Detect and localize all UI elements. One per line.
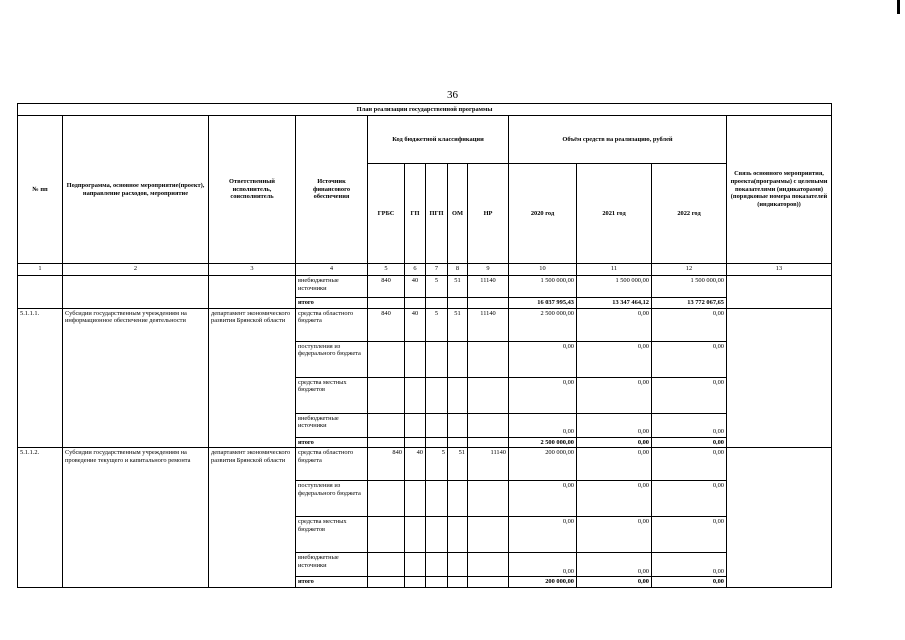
pgp-cell: 5 [426,308,448,341]
total-label: итого [296,437,368,448]
header-funds: Объём средств на реализацию, рублей [509,116,727,164]
num-cell: 5.1.1.2. [18,448,63,588]
page-number: 36 [447,89,458,101]
source-cell: внебюджетные источники [296,276,368,298]
value-2022: 0,00 [652,481,727,517]
empty-cell [405,553,426,577]
link-cell [727,448,832,588]
header-np: НР [468,164,509,264]
empty-cell [426,298,448,309]
empty-cell [468,481,509,517]
header-gp: ГП [405,164,426,264]
name-cell [63,276,209,309]
empty-cell [405,437,426,448]
column-number: 6 [405,264,426,276]
header-num: № пп [18,116,63,264]
value-2021: 0,00 [577,553,652,577]
value-2020: 0,00 [509,413,577,437]
total-2020: 16 037 995,43 [509,298,577,309]
column-number: 13 [727,264,832,276]
header-pgp: ПГП [426,164,448,264]
header-budget-code: Код бюджетной классификации [368,116,509,164]
value-2022: 0,00 [652,413,727,437]
value-2020: 0,00 [509,553,577,577]
value-2020: 0,00 [509,517,577,553]
value-2020: 200 000,00 [509,448,577,481]
table-title: План реализации государственной программы [18,104,832,116]
column-number-row [18,264,832,276]
empty-cell [426,481,448,517]
empty-cell [368,341,405,377]
empty-cell [405,517,426,553]
value-2020: 0,00 [509,377,577,413]
value-2021: 0,00 [577,448,652,481]
table-row [18,276,832,298]
empty-cell [368,298,405,309]
empty-cell [426,553,448,577]
column-number: 8 [448,264,468,276]
empty-cell [405,481,426,517]
empty-cell [405,298,426,309]
empty-cell [468,298,509,309]
value-2021: 0,00 [577,341,652,377]
value-2021: 0,00 [577,413,652,437]
empty-cell [368,413,405,437]
header-executor: Ответственный исполнитель, соисполнитель [209,116,296,264]
empty-cell [405,377,426,413]
link-cell [727,276,832,309]
empty-cell [426,341,448,377]
empty-cell [448,553,468,577]
value-2020: 0,00 [509,341,577,377]
total-2021: 13 347 464,12 [577,298,652,309]
column-number: 10 [509,264,577,276]
scan-corner-mark [897,0,900,14]
header-om: ОМ [448,164,468,264]
empty-cell [448,577,468,588]
total-2020: 200 000,00 [509,577,577,588]
empty-cell [426,577,448,588]
empty-cell [468,517,509,553]
source-cell: внебюджетные источники [296,413,368,437]
source-cell: внебюджетные источники [296,553,368,577]
total-label: итого [296,298,368,309]
total-2022: 0,00 [652,437,727,448]
gp-cell: 40 [405,308,426,341]
num-cell [18,276,63,309]
source-cell: средства областного бюджета [296,308,368,341]
source-cell: поступления из федерального бюджета [296,481,368,517]
source-cell: средства местных бюджетов [296,517,368,553]
empty-cell [468,553,509,577]
np-cell: 11140 [468,276,509,298]
column-number: 4 [296,264,368,276]
column-number: 11 [577,264,652,276]
empty-cell [426,377,448,413]
column-number: 12 [652,264,727,276]
header-link: Связь основного мероприятия, проекта(программы) с целевыми показателями (индикаторами) (порядковые номера показателей (индикаторов)) [727,116,832,264]
empty-cell [448,437,468,448]
pgp-cell: 5 [426,276,448,298]
column-number: 5 [368,264,405,276]
empty-cell [405,413,426,437]
name-cell: Субсидии государственным учреждениям на информационное обеспечение деятельности [63,308,209,448]
gp-cell: 40 [405,276,426,298]
empty-cell [368,553,405,577]
total-2022: 13 772 067,65 [652,298,727,309]
pgp-cell: 5 [426,448,448,481]
total-2022: 0,00 [652,577,727,588]
value-2022: 0,00 [652,341,727,377]
empty-cell [426,413,448,437]
source-cell: поступления из федерального бюджета [296,341,368,377]
gp-cell: 40 [405,448,426,481]
empty-cell [468,437,509,448]
column-number: 9 [468,264,509,276]
executor-cell [209,276,296,309]
value-2021: 0,00 [577,377,652,413]
table-title-row [18,104,832,116]
empty-cell [468,341,509,377]
empty-cell [405,577,426,588]
total-2021: 0,00 [577,577,652,588]
grbs-cell: 840 [368,276,405,298]
total-2021: 0,00 [577,437,652,448]
np-cell: 11140 [468,308,509,341]
table-row [18,308,832,341]
empty-cell [468,377,509,413]
empty-cell [368,377,405,413]
empty-cell [448,298,468,309]
value-2020: 0,00 [509,481,577,517]
empty-cell [448,341,468,377]
name-cell: Субсидии государственным учреждениям на проведение текущего и капитального ремонта [63,448,209,588]
empty-cell [448,481,468,517]
header-row-1 [18,116,832,164]
empty-cell [468,577,509,588]
empty-cell [368,577,405,588]
empty-cell [368,481,405,517]
executor-cell: департамент экономического развития Брянской области [209,448,296,588]
np-cell: 11140 [468,448,509,481]
om-cell: 51 [448,276,468,298]
value-2022: 0,00 [652,308,727,341]
header-source: Источник финансового обеспечения [296,116,368,264]
total-2020: 2 500 000,00 [509,437,577,448]
header-grbs: ГРБС [368,164,405,264]
empty-cell [405,341,426,377]
num-cell: 5.1.1.1. [18,308,63,448]
empty-cell [368,517,405,553]
empty-cell [468,413,509,437]
column-number: 3 [209,264,296,276]
empty-cell [368,437,405,448]
value-2022: 1 500 000,00 [652,276,727,298]
value-2020: 2 500 000,00 [509,308,577,341]
grbs-cell: 840 [368,308,405,341]
empty-cell [448,517,468,553]
header-name: Подпрограмма, основное мероприятие(проект), направление расходов, мероприятие [63,116,209,264]
empty-cell [448,413,468,437]
link-cell [727,308,832,448]
value-2022: 0,00 [652,517,727,553]
column-number: 2 [63,264,209,276]
source-cell: средства местных бюджетов [296,377,368,413]
executor-cell: департамент экономического развития Брянской области [209,308,296,448]
om-cell: 51 [448,308,468,341]
value-2022: 0,00 [652,448,727,481]
value-2021: 0,00 [577,308,652,341]
empty-cell [426,517,448,553]
program-plan-table [17,103,832,588]
header-2021: 2021 год [577,164,652,264]
value-2022: 0,00 [652,553,727,577]
value-2021: 0,00 [577,517,652,553]
empty-cell [448,377,468,413]
column-number: 1 [18,264,63,276]
grbs-cell: 840 [368,448,405,481]
table-row [18,448,832,481]
header-2022: 2022 год [652,164,727,264]
value-2021: 0,00 [577,481,652,517]
source-cell: средства областного бюджета [296,448,368,481]
column-number: 7 [426,264,448,276]
value-2022: 0,00 [652,377,727,413]
empty-cell [426,437,448,448]
header-2020: 2020 год [509,164,577,264]
om-cell: 51 [448,448,468,481]
value-2021: 1 500 000,00 [577,276,652,298]
value-2020: 1 500 000,00 [509,276,577,298]
total-label: итого [296,577,368,588]
